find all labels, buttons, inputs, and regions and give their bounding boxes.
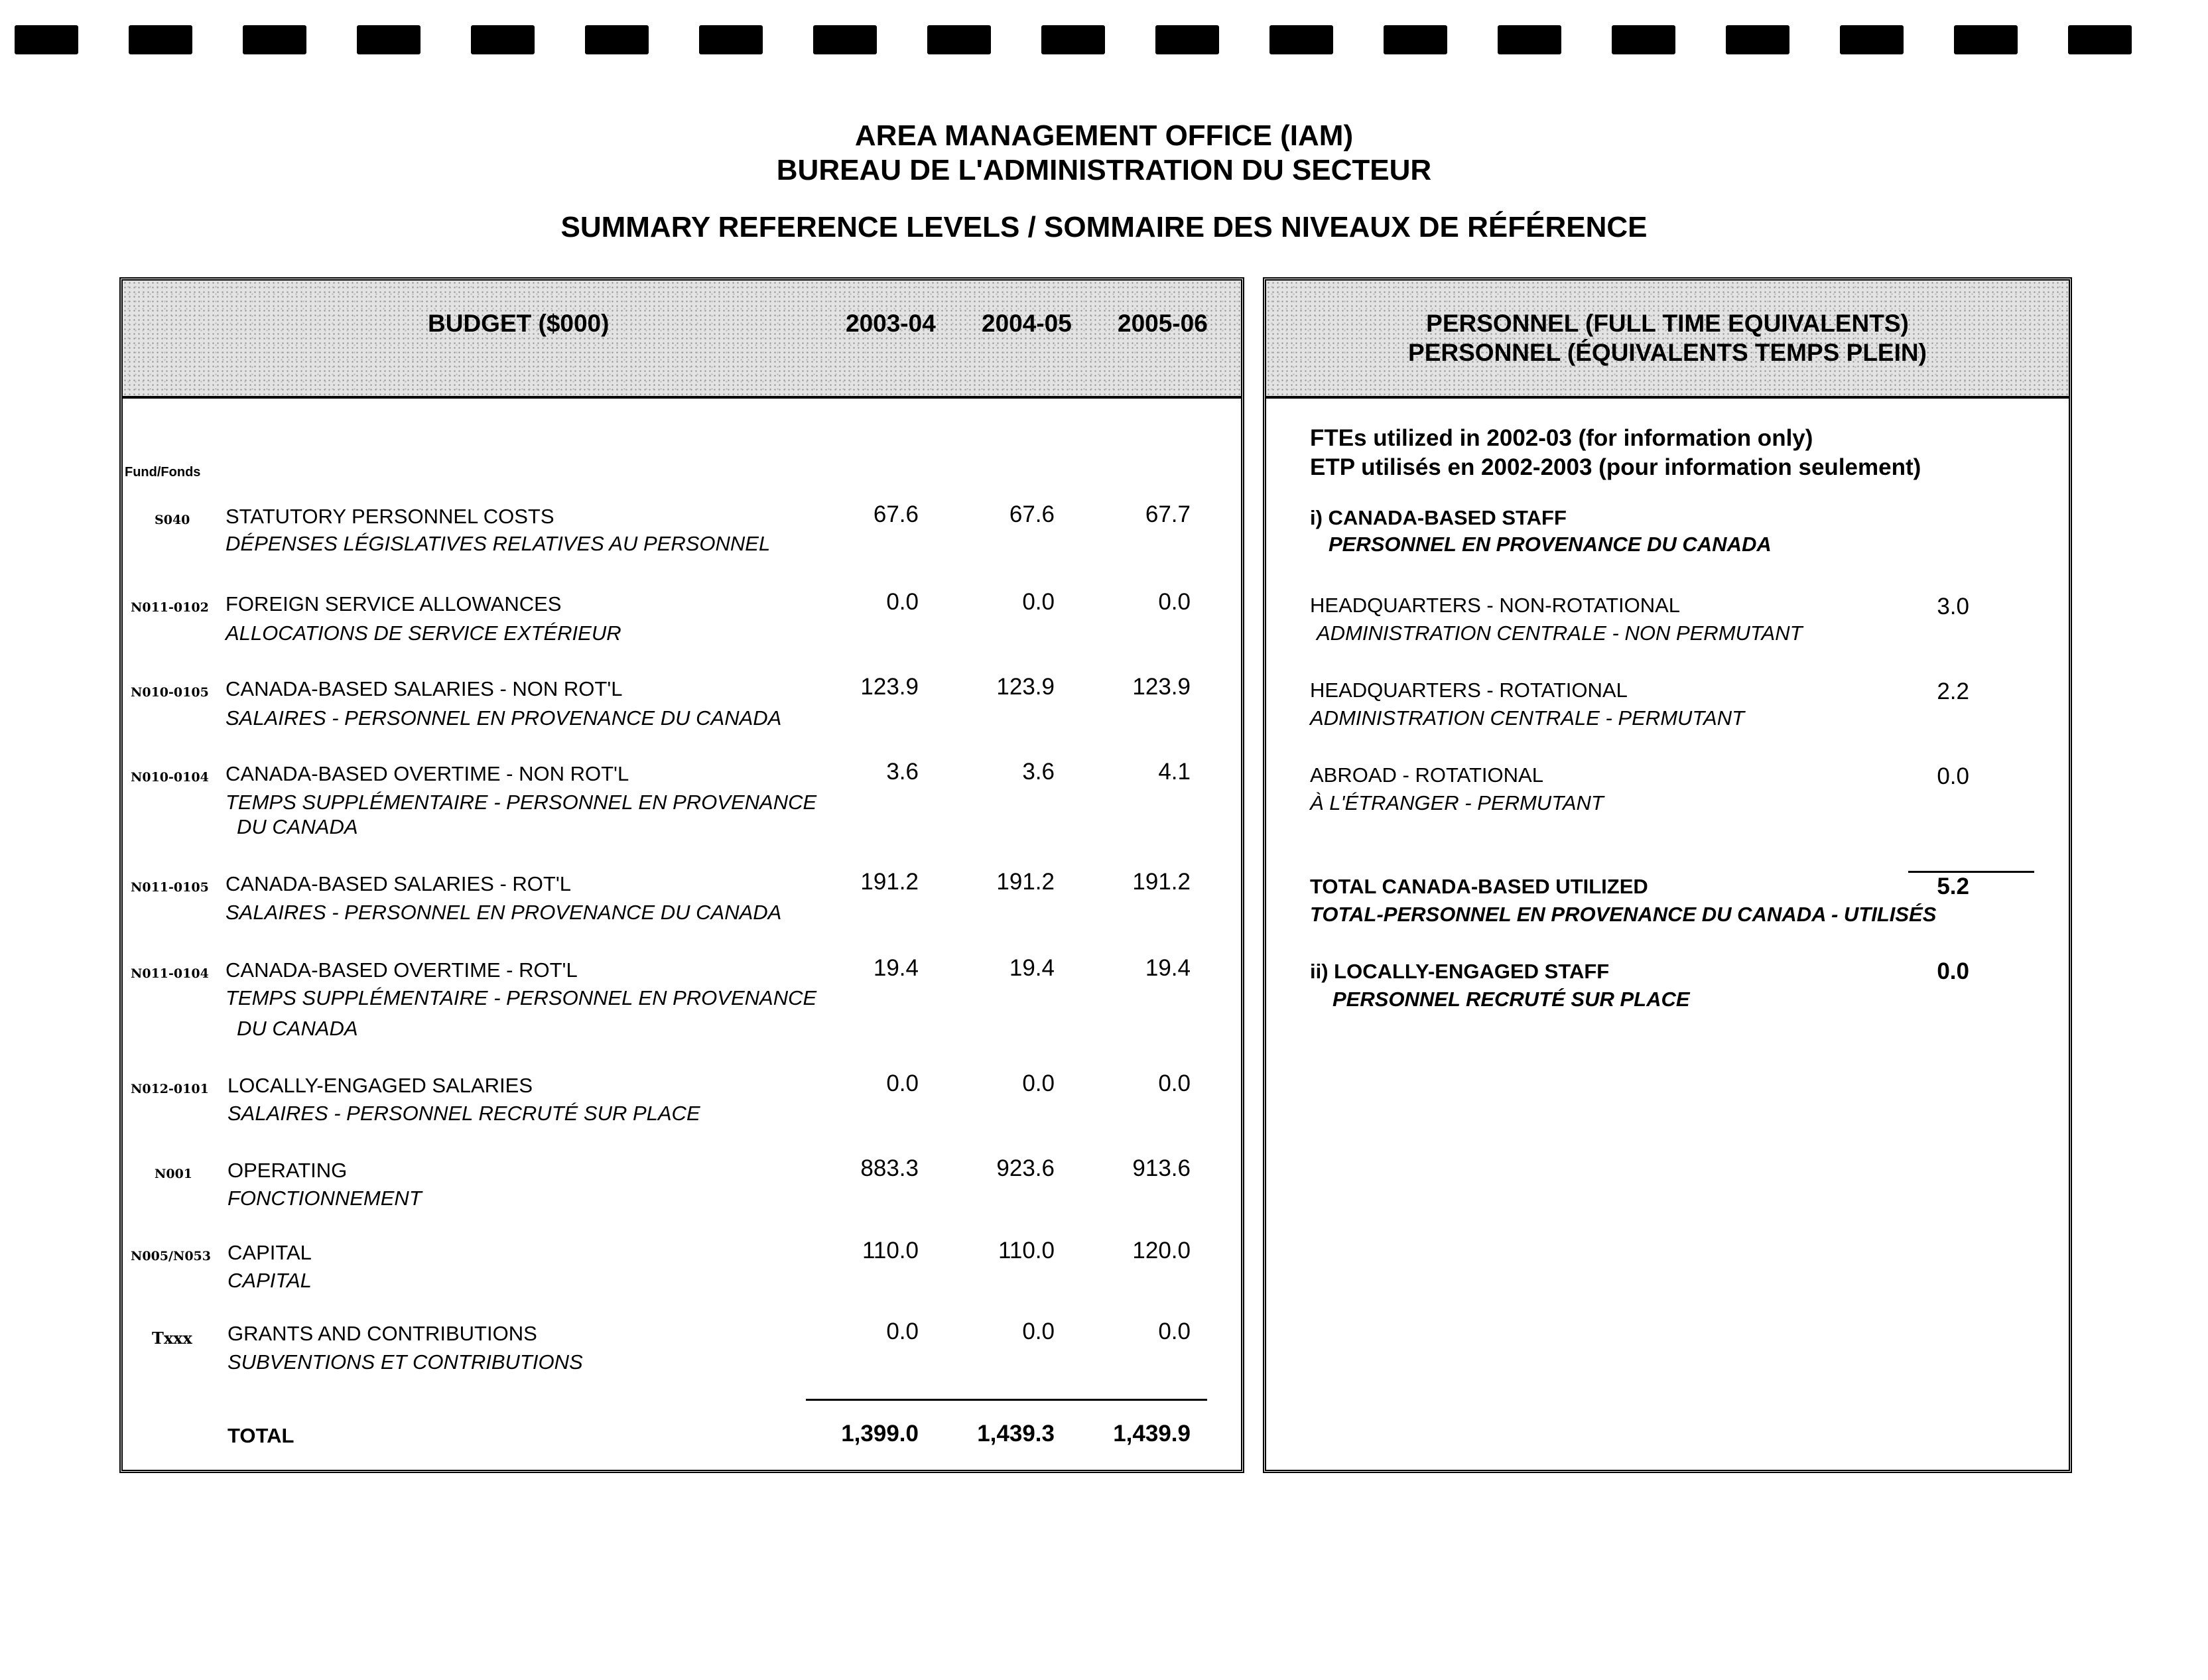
dash xyxy=(1726,25,1789,54)
line-item-en: OPERATING xyxy=(227,1159,348,1182)
personnel-item-fr: ADMINISTRATION CENTRALE - NON PERMUTANT xyxy=(1317,621,1803,645)
dash xyxy=(1954,25,2018,54)
total-rule xyxy=(1908,871,2034,873)
year-header: 2003-04 xyxy=(846,310,936,337)
value-2004-05: 0.0 xyxy=(1022,1070,1055,1096)
value-2005-06: 0.0 xyxy=(1158,1070,1191,1096)
personnel-total-fr: TOTAL-PERSONNEL EN PROVENANCE DU CANADA - UTILISÉS xyxy=(1310,903,1937,926)
fund-code: N005/N053 xyxy=(131,1249,211,1263)
value-2003-04: 0.0 xyxy=(886,1070,919,1096)
personnel-item-en: HEADQUARTERS - ROTATIONAL xyxy=(1310,678,1628,702)
canada-based-heading: i) CANADA-BASED STAFF xyxy=(1310,506,1567,529)
value-2003-04: 110.0 xyxy=(862,1238,919,1263)
line-item-fr: TEMPS SUPPLÉMENTAIRE - PERSONNEL EN PROVENANCE xyxy=(226,791,817,814)
personnel-value: 3.0 xyxy=(1937,594,1969,619)
value-2004-05: 110.0 xyxy=(998,1238,1055,1263)
value-2005-06: 123.9 xyxy=(1132,674,1191,700)
line-item-fr-continued: DU CANADA xyxy=(237,1017,358,1040)
line-item-en: CANADA-BASED SALARIES - NON ROT'L xyxy=(226,677,623,700)
personnel-item-en: HEADQUARTERS - NON-ROTATIONAL xyxy=(1310,594,1681,617)
value-2005-06: 0.0 xyxy=(1158,1319,1191,1344)
value-2005-06: 19.4 xyxy=(1145,955,1191,981)
line-item-fr: DÉPENSES LÉGISLATIVES RELATIVES AU PERSONNEL xyxy=(226,532,771,555)
value-2004-05: 123.9 xyxy=(996,674,1055,700)
total-2005-06: 1,439.9 xyxy=(1113,1421,1191,1447)
line-item-fr: SALAIRES - PERSONNEL EN PROVENANCE DU CANADA xyxy=(226,901,782,924)
line-item-en: CANADA-BASED OVERTIME - ROT'L xyxy=(226,958,578,982)
fte-intro-en: FTEs utilized in 2002-03 (for information only) xyxy=(1310,425,1813,451)
dash xyxy=(1384,25,1447,54)
page-title-french: BUREAU DE L'ADMINISTRATION DU SECTEUR xyxy=(776,154,1432,186)
line-item-en: CAPITAL xyxy=(227,1241,312,1264)
total-rule xyxy=(806,1399,1207,1401)
personnel-value: 0.0 xyxy=(1937,763,1969,789)
value-2003-04: 123.9 xyxy=(860,674,919,700)
value-2003-04: 191.2 xyxy=(860,869,919,895)
dash xyxy=(129,25,192,54)
value-2003-04: 67.6 xyxy=(873,501,919,527)
year-header: 2005-06 xyxy=(1118,310,1208,337)
dash xyxy=(1041,25,1105,54)
fund-code: N011-0105 xyxy=(131,880,209,895)
dash xyxy=(1612,25,1675,54)
personnel-item-fr: À L'ÉTRANGER - PERMUTANT xyxy=(1310,791,1604,814)
dash xyxy=(15,25,78,54)
dash xyxy=(357,25,421,54)
personnel-item-fr: ADMINISTRATION CENTRALE - PERMUTANT xyxy=(1310,706,1745,730)
value-2004-05: 191.2 xyxy=(996,869,1055,895)
total-2003-04: 1,399.0 xyxy=(841,1421,919,1447)
budget-heading: BUDGET ($000) xyxy=(428,310,610,337)
value-2004-05: 67.6 xyxy=(1009,501,1055,527)
dash xyxy=(699,25,763,54)
value-2005-06: 67.7 xyxy=(1145,501,1191,527)
budget-panel xyxy=(119,277,1244,1473)
fund-code: N001 xyxy=(155,1167,193,1181)
locally-engaged-heading-fr: PERSONNEL RECRUTÉ SUR PLACE xyxy=(1332,988,1690,1011)
dash xyxy=(243,25,306,54)
line-item-en: CANADA-BASED OVERTIME - NON ROT'L xyxy=(226,762,629,785)
dash xyxy=(813,25,877,54)
fund-code: S040 xyxy=(155,513,190,527)
budget-header-band xyxy=(123,281,1241,399)
personnel-heading-en: PERSONNEL (FULL TIME EQUIVALENTS) xyxy=(1426,310,1909,337)
value-2005-06: 4.1 xyxy=(1158,759,1191,785)
fund-code: N012-0101 xyxy=(131,1082,209,1096)
value-2005-06: 0.0 xyxy=(1158,589,1191,615)
line-item-fr: SALAIRES - PERSONNEL EN PROVENANCE DU CANADA xyxy=(226,706,782,730)
fte-intro-fr: ETP utilisés en 2002-2003 (pour information seulement) xyxy=(1310,454,1921,480)
page-subtitle: SUMMARY REFERENCE LEVELS / SOMMAIRE DES NIVEAUX DE RÉFÉRENCE xyxy=(560,211,1648,243)
value-2005-06: 913.6 xyxy=(1132,1155,1191,1181)
total-2004-05: 1,439.3 xyxy=(977,1421,1055,1447)
line-item-en: STATUTORY PERSONNEL COSTS xyxy=(226,505,554,528)
fund-code: N010-0105 xyxy=(131,685,209,700)
value-2003-04: 0.0 xyxy=(886,589,919,615)
dash xyxy=(471,25,535,54)
value-2003-04: 3.6 xyxy=(886,759,919,785)
locally-engaged-heading: ii) LOCALLY-ENGAGED STAFF xyxy=(1310,960,1610,983)
value-2003-04: 883.3 xyxy=(860,1155,919,1181)
value-2005-06: 120.0 xyxy=(1132,1238,1191,1263)
dash xyxy=(1155,25,1219,54)
line-item-en: FOREIGN SERVICE ALLOWANCES xyxy=(226,592,562,615)
dash xyxy=(1498,25,1561,54)
value-2004-05: 0.0 xyxy=(1022,1319,1055,1344)
line-item-fr: SALAIRES - PERSONNEL RECRUTÉ SUR PLACE xyxy=(227,1102,700,1125)
line-item-fr: ALLOCATIONS DE SERVICE EXTÉRIEUR xyxy=(226,621,621,645)
line-item-en: LOCALLY-ENGAGED SALARIES xyxy=(227,1074,533,1097)
total-label: TOTAL xyxy=(227,1424,294,1447)
fund-code: N011-0104 xyxy=(131,966,209,981)
fund-column-label: Fund/Fonds xyxy=(125,465,201,480)
value-2005-06: 191.2 xyxy=(1132,869,1191,895)
value-2004-05: 923.6 xyxy=(996,1155,1055,1181)
line-item-fr: CAPITAL xyxy=(227,1269,312,1292)
personnel-panel xyxy=(1263,277,2072,1473)
personnel-total-en: TOTAL CANADA-BASED UTILIZED xyxy=(1310,875,1648,898)
canada-based-heading-fr: PERSONNEL EN PROVENANCE DU CANADA xyxy=(1329,533,1772,556)
dash xyxy=(927,25,991,54)
line-item-en: CANADA-BASED SALARIES - ROT'L xyxy=(226,872,571,895)
fund-code: Txxx xyxy=(152,1328,192,1348)
personnel-value: 2.2 xyxy=(1937,678,1969,704)
line-item-en: GRANTS AND CONTRIBUTIONS xyxy=(227,1322,537,1345)
value-2003-04: 0.0 xyxy=(886,1319,919,1344)
fund-code: N011-0102 xyxy=(131,600,209,615)
dash xyxy=(2068,25,2132,54)
value-2004-05: 19.4 xyxy=(1009,955,1055,981)
fund-code: N010-0104 xyxy=(131,770,209,785)
line-item-fr-continued: DU CANADA xyxy=(237,815,358,838)
personnel-heading-fr: PERSONNEL (ÉQUIVALENTS TEMPS PLEIN) xyxy=(1408,339,1927,366)
line-item-fr: FONCTIONNEMENT xyxy=(227,1187,422,1210)
dash xyxy=(1840,25,1904,54)
value-2004-05: 0.0 xyxy=(1022,589,1055,615)
line-item-fr: TEMPS SUPPLÉMENTAIRE - PERSONNEL EN PROVENANCE xyxy=(226,986,817,1009)
value-2004-05: 3.6 xyxy=(1022,759,1055,785)
personnel-header-band xyxy=(1266,281,2069,399)
page-border-dashes xyxy=(15,25,2197,54)
dash xyxy=(585,25,649,54)
year-header: 2004-05 xyxy=(982,310,1072,337)
line-item-fr: SUBVENTIONS ET CONTRIBUTIONS xyxy=(227,1350,583,1374)
personnel-item-en: ABROAD - ROTATIONAL xyxy=(1310,763,1543,787)
locally-engaged-value: 0.0 xyxy=(1937,958,1969,984)
personnel-total-value: 5.2 xyxy=(1937,873,1969,899)
dash xyxy=(1269,25,1333,54)
value-2003-04: 19.4 xyxy=(873,955,919,981)
page-title: AREA MANAGEMENT OFFICE (IAM) xyxy=(854,119,1354,152)
